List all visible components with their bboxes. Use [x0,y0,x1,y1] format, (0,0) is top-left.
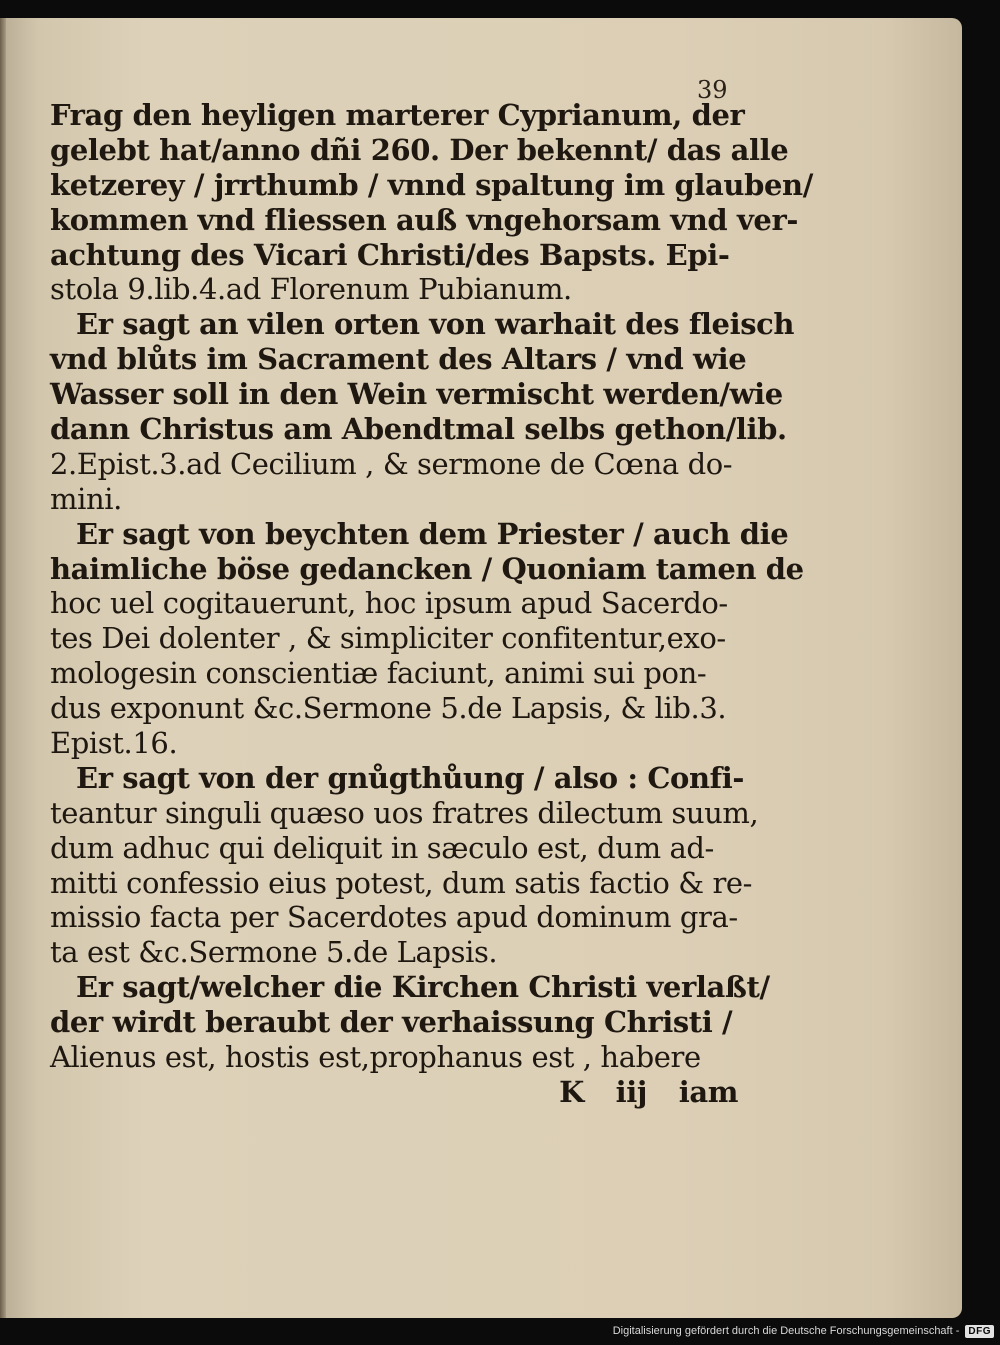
text-line: Wasser soll in den Wein vermischt werden/wie [50,377,783,412]
text-line: haimliche böse gedancken / Quoniam tamen de [50,551,804,586]
footer-credit [613,1322,994,1340]
text-line: dum adhuc qui deliquit in sæculo est, dum ad- [50,830,714,865]
text-line: gelebt hat/anno dñi 260. Der bekennt/ das alle [50,132,789,167]
book-page [0,18,962,1318]
funding-credit-text: Digitalisierung gefördert durch die Deutsche Forschungsgemeinschaft - [612,1325,960,1337]
text-line: dann Christus am Abendtmal selbs gethon/lib. [50,412,787,447]
text-line: ketzerey / jrrthumb / vnnd spaltung im glauben/ [50,167,813,202]
dfg-logo: DFG [965,1325,994,1338]
text-line: mitti confessio eius potest, dum satis factio & re- [50,865,753,900]
page-gutter-edge [0,18,6,1318]
text-line: hoc uel cogitauerunt, hoc ipsum apud Sacerdo- [50,586,728,621]
text-line: Er sagt an vilen orten von warhait des fleisch [76,307,795,342]
text-line: dus exponunt &c.Sermone 5.de Lapsis, & lib.3. [50,691,727,726]
text-line: mini. [50,481,122,516]
text-line: stola 9.lib.4.ad Florenum Pubianum. [50,272,572,307]
page-text-block [50,98,813,1110]
text-line: vnd blůts im Sacrament des Altars / vnd wie [50,342,747,377]
text-line: der wirdt beraubt der verhaissung Christi / [50,1005,733,1040]
text-line: tes Dei dolenter , & simpliciter confitentur,exo- [50,621,726,656]
page-number: 39 [697,76,728,104]
text-line: achtung des Vicari Christi/des Bapsts. Epi- [50,237,730,272]
text-line: Frag den heyligen marterer Cyprianum, der [50,98,745,132]
text-line: kommen vnd fliessen auß vngehorsam vnd ver- [50,202,798,237]
signature-mark: K iij [559,1074,647,1109]
signature-and-catchword-line [50,1075,740,1110]
text-line: Er sagt von beychten dem Priester / auch die [76,516,789,551]
catchword: iam [678,1074,738,1109]
text-line: Epist.16. [50,726,178,761]
text-line: mologesin conscientiæ faciunt, animi sui pon- [50,656,707,691]
text-line: Er sagt von der gnůgthůung / also : Confi- [76,760,744,795]
text-line: ta est &c.Sermone 5.de Lapsis. [50,935,498,970]
text-line: Er sagt/welcher die Kirchen Christi verlaßt/ [76,970,770,1005]
text-line: missio facta per Sacerdotes apud dominum gra- [50,900,738,935]
text-line: Alienus est, hostis est,prophanus est , habere [50,1040,701,1075]
text-line: teantur singuli quæso uos fratres dilectum suum, [50,795,759,830]
text-line: 2.Epist.3.ad Cecilium , & sermone de Cœna do- [50,446,733,481]
